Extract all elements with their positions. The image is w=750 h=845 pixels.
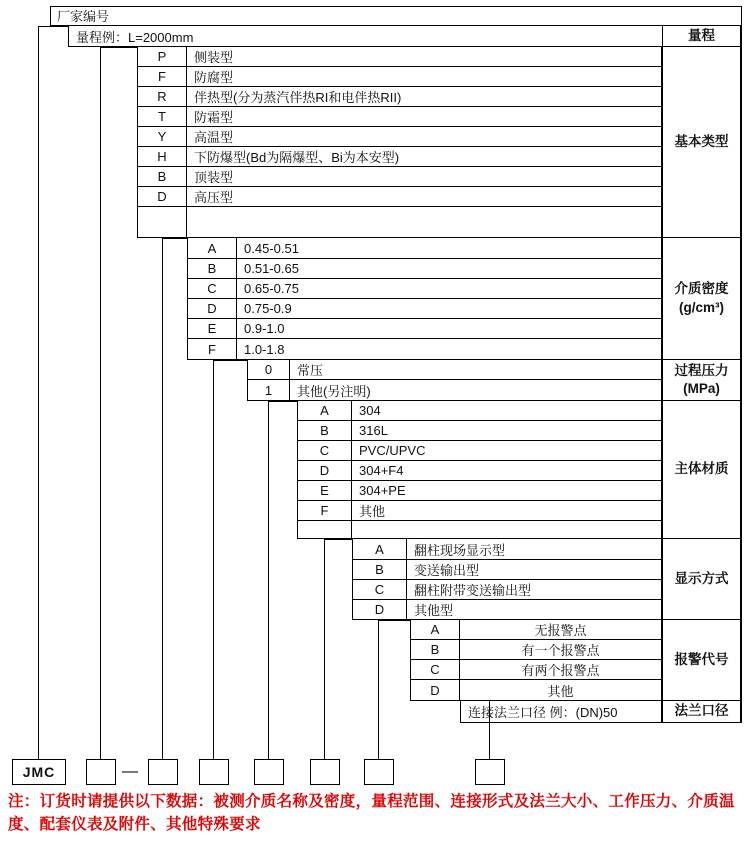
basic-desc-7: 高压型 — [187, 187, 662, 207]
basic-desc-6: 顶装型 — [187, 167, 662, 187]
group-pressure-line1: 过程压力 — [674, 362, 729, 378]
group-display: 显示方式 — [662, 539, 741, 620]
material-desc-5: 其他 — [352, 501, 662, 521]
density-code-5: F — [187, 339, 237, 360]
display-desc-0: 翻柱现场显示型 — [407, 539, 662, 560]
density-desc-2: 0.65-0.75 — [237, 279, 662, 299]
material-desc-4: 304+PE — [352, 481, 662, 501]
leader-elbow-basic — [162, 238, 187, 239]
density-code-1: B — [187, 259, 237, 279]
row-range-label: 量程例：L=2000mm — [68, 26, 662, 47]
alarm-desc-2: 有两个报警点 — [460, 660, 662, 680]
leader-elbow-density — [213, 360, 247, 361]
frame-right-line — [741, 6, 742, 723]
leader-line-density — [213, 360, 214, 759]
leader-elbow-manufacturer — [38, 26, 68, 27]
density-desc-3: 0.75-0.9 — [237, 299, 662, 319]
material-code-1: B — [297, 421, 352, 441]
code-separator: — — [122, 763, 138, 780]
code-slot-5[interactable] — [364, 759, 394, 785]
pressure-code-1: 1 — [247, 380, 290, 401]
material-code-0: A — [297, 401, 352, 421]
code-slot-0[interactable] — [86, 759, 116, 785]
density-code-0: A — [187, 238, 237, 259]
material-code-5: F — [297, 501, 352, 521]
basic-code-6: B — [137, 167, 187, 187]
group-density-line2: (g/cm³) — [679, 299, 724, 315]
leader-line-manufacturer — [38, 26, 39, 759]
pressure-code-0: 0 — [247, 360, 290, 380]
leader-line-alarm — [489, 701, 490, 759]
code-prefix-jmc: JMC — [12, 759, 66, 785]
alarm-code-1: B — [410, 640, 460, 660]
leader-line-display — [378, 620, 379, 759]
leader-elbow-material — [324, 539, 352, 540]
display-code-3: D — [352, 600, 407, 620]
alarm-desc-1: 有一个报警点 — [460, 640, 662, 660]
group-range: 量程 — [662, 26, 741, 47]
basic-desc-4: 高温型 — [187, 127, 662, 147]
display-desc-1: 变送输出型 — [407, 560, 662, 580]
manufacturer-left-line — [50, 6, 51, 26]
leader-elbow-pressure — [268, 401, 297, 402]
material-code-3: D — [297, 461, 352, 481]
density-desc-4: 0.9-1.0 — [237, 319, 662, 339]
group-pressure — [662, 360, 741, 401]
display-code-1: B — [352, 560, 407, 580]
leader-line-basic — [162, 238, 163, 759]
basic-code-7: D — [137, 187, 187, 207]
leader-line-pressure — [268, 401, 269, 759]
group-material: 主体材质 — [662, 401, 741, 539]
display-desc-2: 翻柱附带变送输出型 — [407, 580, 662, 600]
material-desc-0: 304 — [352, 401, 662, 421]
leader-elbow-display — [378, 620, 410, 621]
material-code-2: C — [297, 441, 352, 461]
leader-line-material — [324, 539, 325, 759]
alarm-code-3: D — [410, 680, 460, 701]
group-basic-type: 基本类型 — [662, 47, 741, 238]
material-spacer-desc — [352, 521, 662, 539]
code-slot-6[interactable] — [475, 759, 505, 785]
leader-line-range — [100, 47, 101, 759]
group-alarm: 报警代号 — [662, 620, 741, 701]
basic-desc-0: 侧装型 — [187, 47, 662, 67]
alarm-code-0: A — [410, 620, 460, 640]
basic-spacer-code — [137, 207, 187, 238]
basic-spacer-desc — [187, 207, 662, 238]
material-desc-2: PVC/UPVC — [352, 441, 662, 461]
leader-elbow-range — [100, 47, 137, 48]
basic-code-4: Y — [137, 127, 187, 147]
basic-code-5: H — [137, 147, 187, 167]
basic-code-0: P — [137, 47, 187, 67]
alarm-desc-0: 无报警点 — [460, 620, 662, 640]
density-desc-0: 0.45-0.51 — [237, 238, 662, 259]
density-code-3: D — [187, 299, 237, 319]
group-flange: 法兰口径 — [662, 701, 741, 723]
display-desc-3: 其他型 — [407, 600, 662, 620]
display-code-2: C — [352, 580, 407, 600]
basic-code-3: T — [137, 107, 187, 127]
alarm-code-2: C — [410, 660, 460, 680]
display-code-0: A — [352, 539, 407, 560]
pressure-desc-0: 常压 — [290, 360, 662, 380]
group-density-line1: 介质密度 — [674, 281, 729, 297]
alarm-desc-3: 其他 — [460, 680, 662, 701]
code-slot-4[interactable] — [310, 759, 340, 785]
basic-desc-1: 防腐型 — [187, 67, 662, 87]
code-slot-3[interactable] — [254, 759, 284, 785]
basic-desc-5: 下防爆型(Bd为隔爆型、Bi为本安型) — [187, 147, 662, 167]
basic-desc-3: 防霜型 — [187, 107, 662, 127]
density-desc-5: 1.0-1.8 — [237, 339, 662, 360]
density-code-2: C — [187, 279, 237, 299]
material-spacer-code — [297, 521, 352, 539]
flange-desc: 连接法兰口径 例：(DN)50 — [460, 701, 662, 723]
basic-code-1: F — [137, 67, 187, 87]
basic-desc-2: 伴热型(分为蒸汽伴热RI和电伴热RII) — [187, 87, 662, 107]
pressure-desc-1: 其他(另注明) — [290, 380, 662, 401]
material-desc-1: 316L — [352, 421, 662, 441]
material-code-4: E — [297, 481, 352, 501]
basic-code-2: R — [137, 87, 187, 107]
density-code-4: E — [187, 319, 237, 339]
group-density — [662, 238, 741, 360]
code-slot-2[interactable] — [199, 759, 229, 785]
group-pressure-line2: (MPa) — [683, 381, 720, 396]
row-manufacturer-label: 厂家编号 — [50, 6, 741, 26]
order-note: 注：订货时请提供以下数据：被测介质名称及密度，量程范围、连接形式及法兰大小、工作压力、介质温度、配套仪表及附件、其他特殊要求 — [8, 793, 735, 834]
density-desc-1: 0.51-0.65 — [237, 259, 662, 279]
code-slot-1[interactable] — [148, 759, 178, 785]
material-desc-3: 304+F4 — [352, 461, 662, 481]
